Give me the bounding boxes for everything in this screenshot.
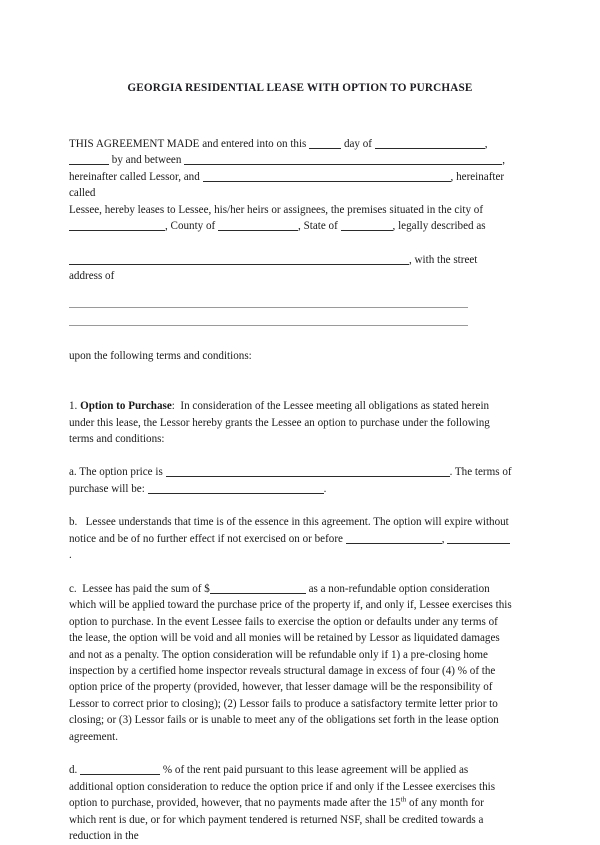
section-1-text: In consideration of the Lessee meeting all obligations as stated herein under this lease, the Lessor hereby grants the Lessee an option to purchase under the following terms and conditions: <box>69 400 490 445</box>
agreement-line1-text-b: day of <box>343 138 372 150</box>
clause-a-label: a. <box>69 466 77 479</box>
clause-b-text-2: , <box>441 532 445 545</box>
clause-d-label: d. <box>69 764 78 777</box>
clause-a-text-3: . <box>323 482 327 495</box>
agreement-line6-text: , with the street address of <box>69 253 478 283</box>
agreement-line3-text-b: , hereinafter called <box>69 170 505 200</box>
clause-d-paragraph <box>69 762 513 844</box>
agreement-city-blank[interactable] <box>69 220 165 231</box>
section-1-paragraph <box>69 398 513 447</box>
agreement-legal-description-paragraph <box>69 252 513 285</box>
spacer <box>69 447 513 464</box>
spacer <box>69 497 513 514</box>
agreement-intro-paragraph <box>69 136 513 235</box>
agreement-year-blank[interactable] <box>69 154 109 165</box>
terms-intro-line: upon the following terms and conditions: <box>69 349 252 362</box>
clause-b-text-1: Lessee understands that time is of the essence in this agreement. The option will expire without notice and be of no further effect if not exercised on or before <box>69 516 509 545</box>
clause-c-paragraph <box>69 581 513 746</box>
clause-a-purchase-terms-blank[interactable] <box>148 483 324 494</box>
agreement-line3-text-a: hereinafter called Lessor, and <box>69 170 200 183</box>
section-1-number: 1. <box>69 400 78 413</box>
clause-a-paragraph <box>69 464 513 497</box>
clause-a-text-1: The option price is <box>79 466 163 479</box>
spacer <box>69 386 513 398</box>
section-1-heading: Option to Purchase <box>80 400 172 413</box>
clause-d-rent-percentage-blank[interactable] <box>80 764 160 775</box>
clause-d-text-2: of any month for which rent is due, or for which payment tendered is returned NSF, shall be credited towards a reduction in the <box>69 797 484 843</box>
clause-c-option-consideration-blank[interactable] <box>210 583 306 594</box>
clause-b-text-3: . <box>69 549 72 562</box>
clause-b-expiration-year-blank[interactable] <box>447 533 510 544</box>
spacer <box>69 745 513 762</box>
clause-c-label: c. <box>69 582 77 595</box>
agreement-line5-text-b: , State of <box>298 220 338 233</box>
agreement-line5-text-a: , County of <box>165 220 216 233</box>
clause-b-paragraph <box>69 514 513 563</box>
agreement-line1-text-a: THIS AGREEMENT MADE and entered into on this <box>69 138 307 150</box>
agreement-month-blank[interactable] <box>375 138 485 149</box>
agreement-line4-text: Lessee, hereby leases to Lessee, his/her heirs or assignees, the premises situated in the city of <box>69 203 484 216</box>
spacer <box>69 364 513 386</box>
agreement-legal-description-blank[interactable] <box>69 254 409 265</box>
agreement-lessor-name-blank[interactable] <box>184 154 502 165</box>
clause-b-expiration-date-blank[interactable] <box>346 533 442 544</box>
page-title: GEORGIA RESIDENTIAL LEASE WITH OPTION TO PURCHASE <box>127 82 473 94</box>
clause-a-option-price-blank[interactable] <box>166 466 450 477</box>
clause-b-label: b. <box>69 516 78 529</box>
agreement-line5-text-c: , legally described as <box>392 220 486 233</box>
agreement-county-blank[interactable] <box>218 220 298 231</box>
clause-d-ordinal-suffix: th <box>400 795 407 804</box>
document-body <box>69 136 513 845</box>
section-1-heading-colon: : <box>171 400 175 413</box>
agreement-line2-text-a: by and between <box>111 154 182 167</box>
spacer <box>69 235 513 252</box>
agreement-lessee-name-blank[interactable] <box>203 171 451 182</box>
clause-d-text-1: % of the rent paid pursuant to this lease agreement will be applied as additional option consideration to reduce the option price if and only if the Lessee exercises this option to purchase, provided, however, that no payments made after the 15 <box>69 764 496 810</box>
spacer <box>69 308 513 325</box>
spacer <box>69 564 513 581</box>
agreement-line1-text-c: , <box>484 138 488 150</box>
agreement-day-blank[interactable] <box>309 138 341 149</box>
agreement-line2-text-b: , <box>502 154 505 167</box>
clause-c-text-1: Lessee has paid the sum of $ <box>82 582 210 595</box>
clause-c-text-2: as a non-refundable option consideration which will be applied toward the purchase price of the property if, and only if, Lessee exercises this option to purchase. In the event Lessee fails to exercise the option or defaults under any terms of the lease, the option will be void and all monies will be retained by Lessor as liquidated damages and not as a penalty. The option consideration will be refundable only if 1) a pre-closing home inspection by a certified home inspector reveals structural damage in excess of four (4) % of the option price of the property (provided, however, that lesser damage will be the responsibility of Lessor to correct prior to closing); (2) Lessor fails to produce a satisfactory termite letter prior to closing; or (3) Lessor fails or is unable to meet any of the obligations set forth in the lease option agreement. <box>69 582 512 743</box>
spacer <box>69 326 513 348</box>
spacer <box>69 285 513 307</box>
clause-a-text-2: . The terms of purchase will be: <box>69 466 512 495</box>
agreement-state-blank[interactable] <box>341 220 393 231</box>
